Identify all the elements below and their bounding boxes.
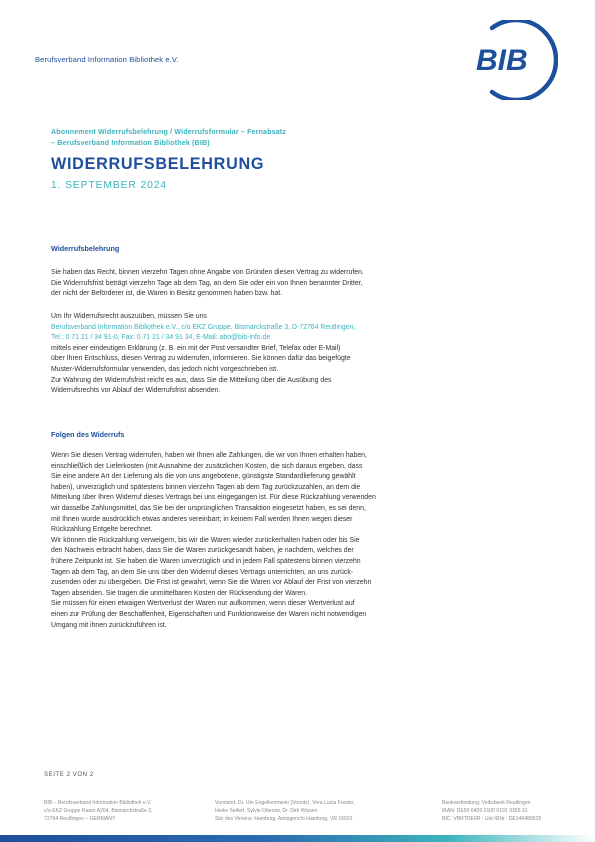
footer-color-bar [0, 835, 595, 842]
text-line: einschließlich der Lieferkosten (mit Ausnahme der zusätzlichen Kosten, die sich daraus ergeben, dass [51, 462, 363, 470]
text-line: Sie müssen für einen etwaigen Wertverlust der Waren nur aufkommen, wenn dieser Wertverlust auf [51, 600, 355, 608]
organization-name: Berufsverband Information Bibliothek e.V. [35, 55, 179, 64]
text-line: zusenden oder zu übergeben. Die Frist ist gewahrt, wenn Sie die Waren vor Ablauf der Frist von vierzehn [51, 579, 372, 587]
bib-logo [470, 20, 558, 100]
topic-line-1: Abonnement Widerrufsbelehrung / Widerrufsformular – Fernabsatz [51, 128, 287, 136]
contact-details: Tel.: 0 71 21 / 34 91-0, Fax: 0 71 21 / 34 91 34, E-Mail: abo@bib-info.de [51, 334, 271, 342]
text-line: Widerrufsrechts vor Ablauf der Widerrufsfrist absenden. [51, 387, 221, 395]
footer-line: c/o EKZ Gruppe Raum A264, Bismarckstraße 3, [44, 808, 153, 815]
text-line: Tagen absenden. Sie tragen die unmittelbaren Kosten der Rücksendung der Waren. [51, 589, 308, 597]
text-line: Mitteilung über Ihren Widerruf dieses Vertrags bei uns eingegangen ist. Für diese Rückzahlung verwenden [51, 494, 376, 502]
page-title: WIDERRUFSBELEHRUNG [51, 155, 265, 173]
text-line: Rückzahlung Entgelte berechnet. [51, 526, 153, 534]
footer-address [44, 799, 152, 824]
footer-bank [442, 799, 541, 824]
page-number: SEITE 2 VON 2 [44, 772, 94, 778]
footer-board [215, 799, 355, 824]
contact-address: Berufsverband Information Bibliothek e.V., c/o EKZ Gruppe, Bismarckstraße 3, D-72764 Reutlingen, [51, 323, 356, 331]
paragraph-exercise-withdrawal [51, 312, 471, 397]
text-line: Tagen ab dem Tag, an dem Sie uns über den Widerruf dieses Vertrags unterrichten, an uns zurück- [51, 568, 354, 576]
text-line: der nicht der Beförderer ist, die Waren in Besitz genommen haben bzw. hat. [51, 290, 283, 298]
text-line: wir dasselbe Zahlungsmittel, das Sie bei der ursprünglichen Transaktion eingesetzt haben, es sei denn, [51, 504, 366, 512]
footer-line: BIB – Berufsverband Information Bibliothek e.V. [44, 800, 152, 806]
footer-line: Vorstand: Dr. Ute Engelkenmeier (Vorsitz), Vera Lucia Forster, [215, 800, 355, 806]
text-line: mit Ihnen wurde ausdrücklich etwas anderes vereinbart; in keinem Fall werden Ihnen wegen dieser [51, 515, 353, 523]
section-heading-widerrufsbelehrung: Widerrufsbelehrung [51, 244, 120, 253]
text-line: mittels einer eindeutigen Erklärung (z. B. ein mit der Post versandter Brief, Telefax oder E-Mail) [51, 344, 341, 352]
text-line: Umgang mit ihnen zurückzuführen ist. [51, 621, 167, 629]
text-line: haben), unverzüglich und spätestens binnen vierzehn Tagen ab dem Tag zurückzuzahlen, an dem die [51, 483, 361, 491]
document-topic [51, 127, 286, 148]
logo-text: BIB [476, 44, 528, 77]
footer-line: Sitz des Vereins: Hamburg, Amtsgericht Hamburg, VR 16631 [215, 816, 353, 823]
footer-line: IBAN: DE50 6409 0100 0191 3365 31 [442, 808, 528, 815]
text-line: über Ihren Entschluss, diesen Vertrag zu widerrufen, informieren. Sie können dafür das beigefügte [51, 355, 351, 363]
footer-line: Heike Seifert, Sylvie Otterow, Dr. Dirk Wissen [215, 808, 318, 815]
text-line: Sie haben das Recht, binnen vierzehn Tagen ohne Angabe von Gründen diesen Vertrag zu widerrufen. [51, 269, 364, 276]
document-date: 1. SEPTEMBER 2024 [51, 180, 168, 191]
section-heading-folgen: Folgen des Widerrufs [51, 430, 125, 439]
paragraph-consequences [51, 451, 471, 631]
text-line: frühere Zeitpunkt ist. Sie haben die Waren unverzüglich und in jedem Fall spätestens binnen vierzehn [51, 557, 361, 565]
text-line: Die Widerrufsfrist beträgt vierzehn Tage ab dem Tag, an dem Sie oder ein von Ihnen benannter Dritter, [51, 279, 363, 287]
text-line: Wir können die Rückzahlung verweigern, bis wir die Waren wieder zurückerhalten haben oder bis Sie [51, 536, 360, 544]
text-line: Muster-Widerrufsformular verwenden, das jedoch nicht vorgeschrieben ist. [51, 365, 279, 373]
footer-line: 72764 Reutlingen – GERMANY [44, 816, 116, 823]
topic-line-2: – Berufsverband Information Bibliothek (BIB) [51, 138, 210, 147]
footer-line: BIC: VBRTDE6R · Ust-IDNr.: DE146486535 [442, 816, 542, 823]
text-line: Sie eine andere Art der Lieferung als die von uns angebotene, günstigste Standardlieferung gewählt [51, 473, 356, 481]
paragraph-withdrawal-right [51, 268, 471, 300]
text-line: Wenn Sie diesen Vertrag widerrufen, haben wir Ihnen alle Zahlungen, die wir von Ihnen erhalten haben, [51, 452, 367, 459]
text-line: Zur Wahrung der Widerrufsfrist reicht es aus, dass Sie die Mitteilung über die Ausübung des [51, 376, 332, 384]
footer-line: Bankverbindung: Volksbank Reutlingen [442, 800, 531, 806]
text-line: Um Ihr Widerrufsrecht auszuüben, müssen Sie uns [51, 313, 207, 320]
text-line: den Nachweis erbracht haben, dass Sie die Waren zurückgesandt haben, je nachdem, welches der [51, 547, 354, 555]
text-line: einen zur Prüfung der Beschaffenheit, Eigenschaften und Funktionsweise der Waren nicht notwendigen [51, 610, 367, 618]
